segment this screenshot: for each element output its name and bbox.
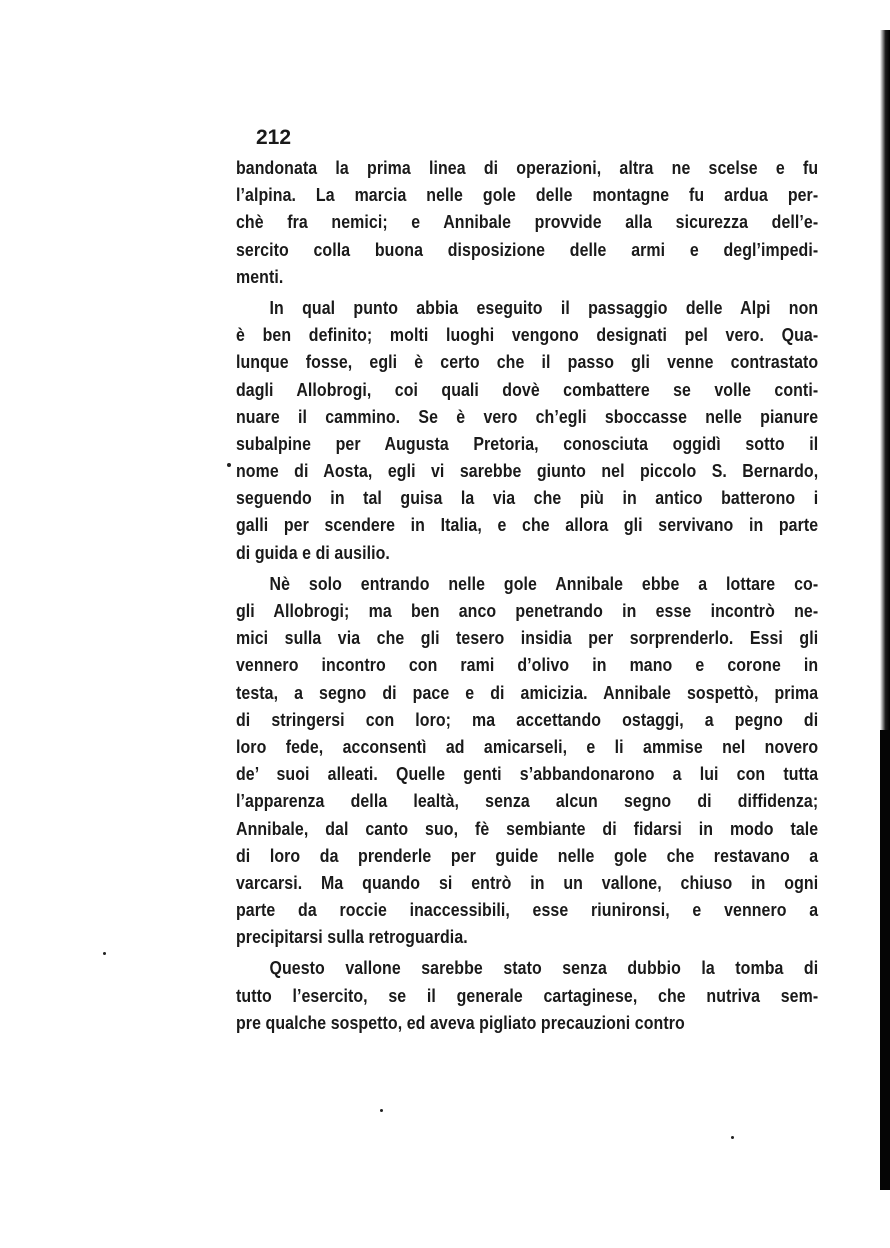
text-line: l’apparenza della lealtà, senza alcun segno di diffidenza; (236, 790, 819, 812)
text-line: loro fede, acconsentì ad amicarseli, e li ammise nel novero (236, 735, 819, 757)
ink-speck (731, 1136, 734, 1139)
text-line: galli per scendere in Italia, e che allora gli servivano in parte (236, 514, 819, 536)
page-number: 212 (256, 126, 292, 149)
paragraph (236, 954, 818, 1036)
binding-edge-lower (880, 730, 890, 1190)
text-line: testa, a segno di pace e di amicizia. Annibale sospettò, prima (236, 681, 819, 703)
paragraph (236, 154, 818, 290)
paragraph (236, 570, 818, 951)
paragraph (236, 294, 818, 566)
text-line: sercito colla buona disposizione delle armi e degl’impedi- (236, 238, 819, 260)
ink-speck (380, 1109, 383, 1112)
text-line: di loro da prenderle per guide nelle gole che restavano a (236, 844, 819, 866)
text-line: Annibale, dal canto suo, fè sembiante di fidarsi in modo tale (236, 817, 819, 839)
text-line: lunque fosse, egli è certo che il passo gli venne contrastato (236, 351, 819, 373)
text-line: varcarsi. Ma quando si entrò in un vallone, chiuso in ogni (236, 871, 819, 893)
text-line: seguendo in tal guisa la via che più in antico batterono i (236, 487, 819, 509)
text-line: dagli Allobrogi, coi quali dovè combattere se volle conti- (236, 378, 819, 400)
ink-speck (103, 952, 106, 955)
text-line: tutto l’esercito, se il generale cartaginese, che nutriva sem- (236, 984, 819, 1006)
body-text (236, 154, 818, 1036)
text-line: mici sulla via che gli tesero insidia per sorprenderlo. Essi gli (236, 627, 819, 649)
text-line: subalpine per Augusta Pretoria, conosciuta oggidì sotto il (236, 432, 819, 454)
text-line: chè fra nemici; e Annibale provvide alla sicurezza dell’e- (236, 211, 819, 233)
text-line: vennero incontro con rami d’olivo in mano e corone in (236, 654, 819, 676)
text-line: parte da roccie inaccessibili, esse riunironsi, e vennero a (236, 899, 819, 921)
text-line: di stringersi con loro; ma accettando ostaggi, a pegno di (236, 708, 819, 730)
text-line: de’ suoi alleati. Quelle genti s’abbandonarono a lui con tutta (236, 763, 819, 785)
text-line: pre qualche sospetto, ed aveva pigliato precauzioni contro (236, 1011, 685, 1033)
ink-speck (227, 463, 231, 467)
text-line: è ben definito; molti luoghi vengono designati pel vero. Qua- (236, 324, 819, 346)
text-line: nome di Aosta, egli vi sarebbe giunto nel piccolo S. Bernardo, (236, 460, 819, 482)
text-line: Nè solo entrando nelle gole Annibale ebbe a lottare co- (269, 572, 819, 594)
text-line: nuare il cammino. Se è vero ch’egli sboccasse nelle pianure (236, 405, 819, 427)
text-line: In qual punto abbia eseguito il passaggio delle Alpi non (269, 296, 819, 318)
text-line: precipitarsi sulla retroguardia. (236, 926, 468, 948)
text-line: menti. (236, 265, 284, 287)
text-line: l’alpina. La marcia nelle gole delle montagne fu ardua per- (236, 184, 819, 206)
text-line: bandonata la prima linea di operazioni, altra ne scelse e fu (236, 157, 819, 178)
text-line: gli Allobrogi; ma ben anco penetrando in esse incontrò ne- (236, 600, 819, 621)
text-line: di guida e di ausilio. (236, 541, 390, 563)
text-line: Questo vallone sarebbe stato senza dubbio la tomba di (269, 957, 819, 979)
